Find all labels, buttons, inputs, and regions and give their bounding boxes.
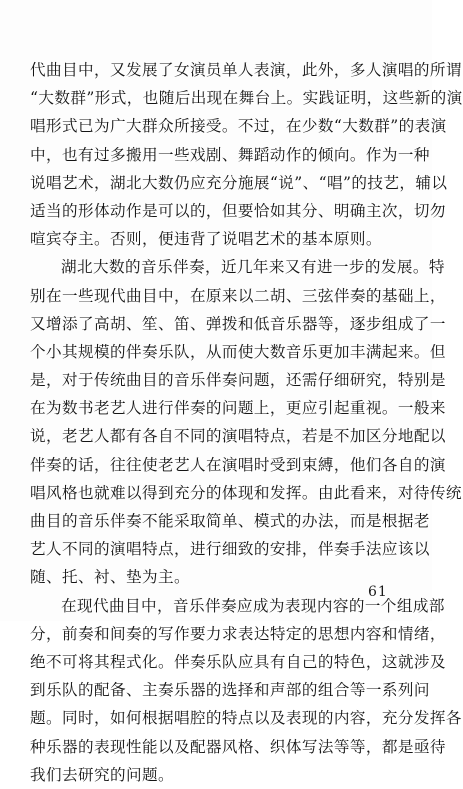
text-line: 适当的形体动作是可以的，但要恰如其分、明确主次，切勿 — [30, 201, 446, 220]
text-line: 是，对于传统曲目的音乐伴奏问题，还需仔细研究，特别是 — [30, 371, 446, 390]
text-line: 绝不可将其程式化。伴奏乐队应具有自己的特色，这就涉及 — [30, 652, 446, 671]
text-line: 艺人不同的演唱特点，进行细致的安排，伴奏手法应该以 — [30, 540, 430, 559]
text-line: 又增添了高胡、笙、笛、弹拨和低音乐器等，逐步组成了一 — [30, 314, 446, 333]
text-line: 种乐器的表现性能以及配器风格、织体写法等等，都是亟待 — [30, 737, 446, 756]
text-line: 唱风格也就难以得到充分的体现和发挥。由此看来，对待传统 — [30, 483, 462, 502]
text-line: 曲目的音乐伴奏不能采取简单、模式的办法，而是根据老 — [30, 512, 430, 530]
text-line: 个小其规模的伴奏乐队，从而使大数音乐更加丰满起来。但 — [30, 342, 446, 361]
text-line: 唱形式已为广大群众所接受。不过，在少数“大数群”的表演 — [30, 117, 447, 136]
text-line: 湖北大数的音乐伴奏，近几年来又有进一步的发展。特 — [61, 258, 445, 277]
text-line: 中，也有过多搬用一些戏剧、舞蹈动作的倾向。作为一种 — [30, 145, 430, 164]
text-line: 说唱艺术，湖北大数仍应充分施展“说”、“唱”的技艺，辅以 — [30, 173, 448, 192]
text-line: 别在一些现代曲目中，在原来以二胡、三弦伴奏的基础上， — [30, 286, 446, 305]
text-line: 到乐队的配备、主奏乐器的选择和声部的组合等一系列问 — [30, 681, 430, 700]
text-line: 随、托、衬、垫为主。 — [30, 568, 190, 587]
text-line: 代曲目中，又发展了女演员单人表演，此外，多人演唱的所谓 — [30, 61, 462, 79]
text-line: 题。同时，如何根据唱腔的特点以及表现的内容，充分发挥各 — [30, 709, 462, 728]
text-line: 在为数书老艺人进行伴奏的问题上，更应引起重视。一般来 — [30, 399, 446, 418]
text-line: 说，老艺人都有各自不同的演唱特点，若是不加区分地配以 — [30, 427, 446, 446]
text-line: 伴奏的话，往往使老艺人在演唱时受到束縛，他们各自的演 — [30, 455, 446, 474]
page-number: 61 — [368, 584, 388, 600]
body-text — [30, 56, 463, 789]
text-line: 喧宾夺主。否则，便违背了说唱艺术的基本原则。 — [30, 230, 382, 249]
text-line: “大数群”形式，也随后出现在舞台上。实践证明，这些新的演 — [30, 89, 463, 108]
text-line: 分，前奏和间奏的写作要力求表达特定的思想内容和情绪， — [30, 624, 446, 643]
text-line: 我们去研究的问题。 — [30, 765, 174, 784]
text-line: 在现代曲目中，音乐伴奏应成为表现内容的一个组成部 — [61, 596, 445, 615]
